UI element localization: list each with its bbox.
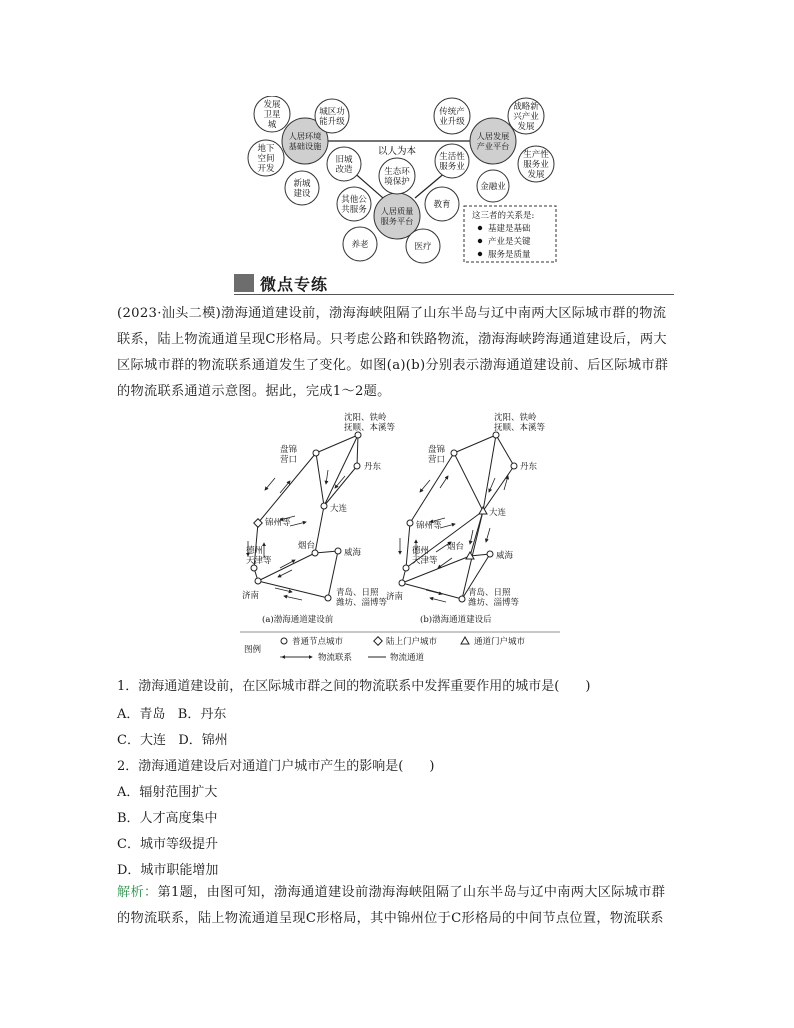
section-marker (234, 274, 254, 292)
intro-line: 联系，陆上物流通道呈现C形格局。只考虑公路和铁路物流，渤海海峡跨海通道建设后，两大 (117, 332, 667, 347)
city-dandong-a: 丹东 (364, 462, 382, 472)
city-qingdao-a: 青岛、日照潍坊、淄博等 (336, 588, 388, 608)
section-rule (234, 294, 674, 295)
node-ecology: 生态环境保护 (384, 167, 410, 187)
node-finance: 金融业 (480, 182, 506, 192)
city-shenyang-b: 沈阳、铁岭抚顺、本溪等 (494, 413, 546, 433)
city-jinan-a: 济南 (242, 591, 260, 601)
legend-flow-channel: 物流通道 (390, 653, 425, 663)
q2-option-d[interactable]: D．城市职能增加 (117, 863, 219, 878)
legend-channel-gate: 通道门户城市 (474, 637, 526, 647)
city-dalian-b: 大连 (489, 508, 507, 518)
intro-line: 的物流联系通道示意图。据此，完成1～2题。 (117, 384, 391, 399)
map-legend (240, 632, 560, 663)
q1-option-a[interactable]: A．青岛 (117, 707, 166, 722)
question-1-options-cd (117, 729, 228, 748)
section-header (234, 273, 674, 293)
city-shenyang-a: 沈阳、铁岭抚顺、本溪等 (344, 413, 396, 433)
question-1-stem: 1．渤海通道建设前，在区际城市群之间的物流联系中发挥重要作用的城市是( ) (117, 679, 591, 694)
city-dezhou-b: 德州天津等 (412, 546, 438, 566)
legend-normal: 普通节点城市 (292, 637, 344, 647)
left-center-label: 人居环境基础设施 (288, 131, 322, 151)
city-dezhou-a: 德州天津等 (246, 546, 272, 566)
city-dalian-a: 大连 (330, 504, 348, 514)
city-yantai-b: 烟台 (447, 542, 465, 552)
svg-text:产业是关键: 产业是关键 (488, 237, 531, 247)
node-satellite-city: 发展卫星城 (263, 100, 281, 130)
panel-a (248, 432, 361, 601)
question-2-stem: 2．渤海通道建设后对通道门户城市产生的影响是( ) (117, 759, 435, 774)
legend-flow-link: 物流联系 (318, 653, 353, 663)
node-strategic-industry: 战略新兴产业发展 (513, 102, 539, 132)
city-qingdao-b: 青岛、日照潍坊、淄博等 (468, 588, 520, 608)
city-weihai-a: 威海 (344, 548, 362, 558)
city-weihai-b: 威海 (496, 551, 514, 561)
bottom-center-label: 人居质量服务平台 (380, 206, 414, 226)
intro-paragraph (117, 301, 677, 405)
svg-text:以人为本: 以人为本 (377, 146, 417, 157)
center-label (378, 145, 417, 157)
intro-line: 区际城市群的物流联系通道发生了变化。如图(a)(b)分别表示渤海通道建设前、后区际城市群 (117, 358, 669, 373)
city-panjin-a: 盘锦营口 (280, 445, 298, 465)
node-old-city: 旧城改造 (335, 155, 353, 175)
legend-land-gate: 陆上门户城市 (386, 637, 438, 647)
q1-option-b[interactable]: B．丹东 (177, 707, 227, 722)
q2-option-b[interactable]: B．人才高度集中 (117, 811, 218, 826)
city-dandong-b: 丹东 (520, 462, 538, 472)
q1-option-c[interactable]: C．大连 (117, 733, 166, 748)
question-1-options-ab (117, 703, 226, 722)
right-center-label: 人居发展产业平台 (476, 131, 510, 151)
city-jinzhou-a: 锦州等 (265, 518, 291, 528)
city-yantai-a: 烟台 (298, 541, 316, 551)
analysis-paragraph (117, 880, 677, 932)
svg-text:服务是质量: 服务是质量 (488, 250, 531, 260)
node-new-city: 新城建设 (293, 179, 311, 199)
analysis-label: 解析： (117, 885, 158, 900)
intro-line: (2023·汕头二模)渤海通道建设前，渤海海峡阻隔了山东半岛与辽中南两大区际城市群的物流 (117, 306, 667, 321)
node-living-services: 生活性服务业 (439, 152, 465, 172)
concept-diagram (240, 96, 560, 266)
node-public-services: 其他公共服务 (341, 195, 367, 215)
node-underground: 地下空间开发 (257, 144, 275, 174)
q2-option-c[interactable]: C．城市等级提升 (117, 837, 218, 852)
node-education: 教育 (433, 200, 451, 210)
q1-option-d[interactable]: D．锦州 (178, 733, 228, 748)
logistics-map-figure (240, 408, 560, 666)
city-jinan-b: 济南 (386, 592, 404, 602)
svg-text:这三者的关系是:: 这三者的关系是: (472, 211, 535, 221)
node-medical: 医疗 (414, 242, 432, 252)
section-title: 微点专练 (260, 275, 329, 294)
node-elderly-care: 养老 (351, 240, 369, 250)
caption-b: (b)渤海通道建设后 (420, 615, 492, 625)
caption-a: (a)渤海通道建设前 (262, 615, 334, 625)
node-traditional-industry: 传统产业升级 (439, 107, 465, 127)
city-jinzhou-b: 锦州等 (416, 521, 442, 531)
node-urban-upgrade: 城区功能升级 (319, 107, 345, 127)
q2-option-a[interactable]: A．辐射范围扩大 (117, 785, 218, 800)
analysis-line: 解析：第1题，由图可知，渤海通道建设前渤海海峡阻隔了山东半岛与辽中南两大区际城市群 (117, 885, 666, 900)
svg-text:基建是基础: 基建是基础 (488, 224, 531, 234)
analysis-line: 的物流联系，陆上物流通道呈现C形格局，其中锦州位于C形格局的中间节点位置，物流联系 (117, 911, 664, 926)
city-panjin-b: 盘锦营口 (428, 445, 446, 465)
node-production-services: 生产性服务业发展 (523, 150, 549, 180)
legend-label: 图例 (244, 645, 262, 655)
relation-box (464, 206, 556, 262)
